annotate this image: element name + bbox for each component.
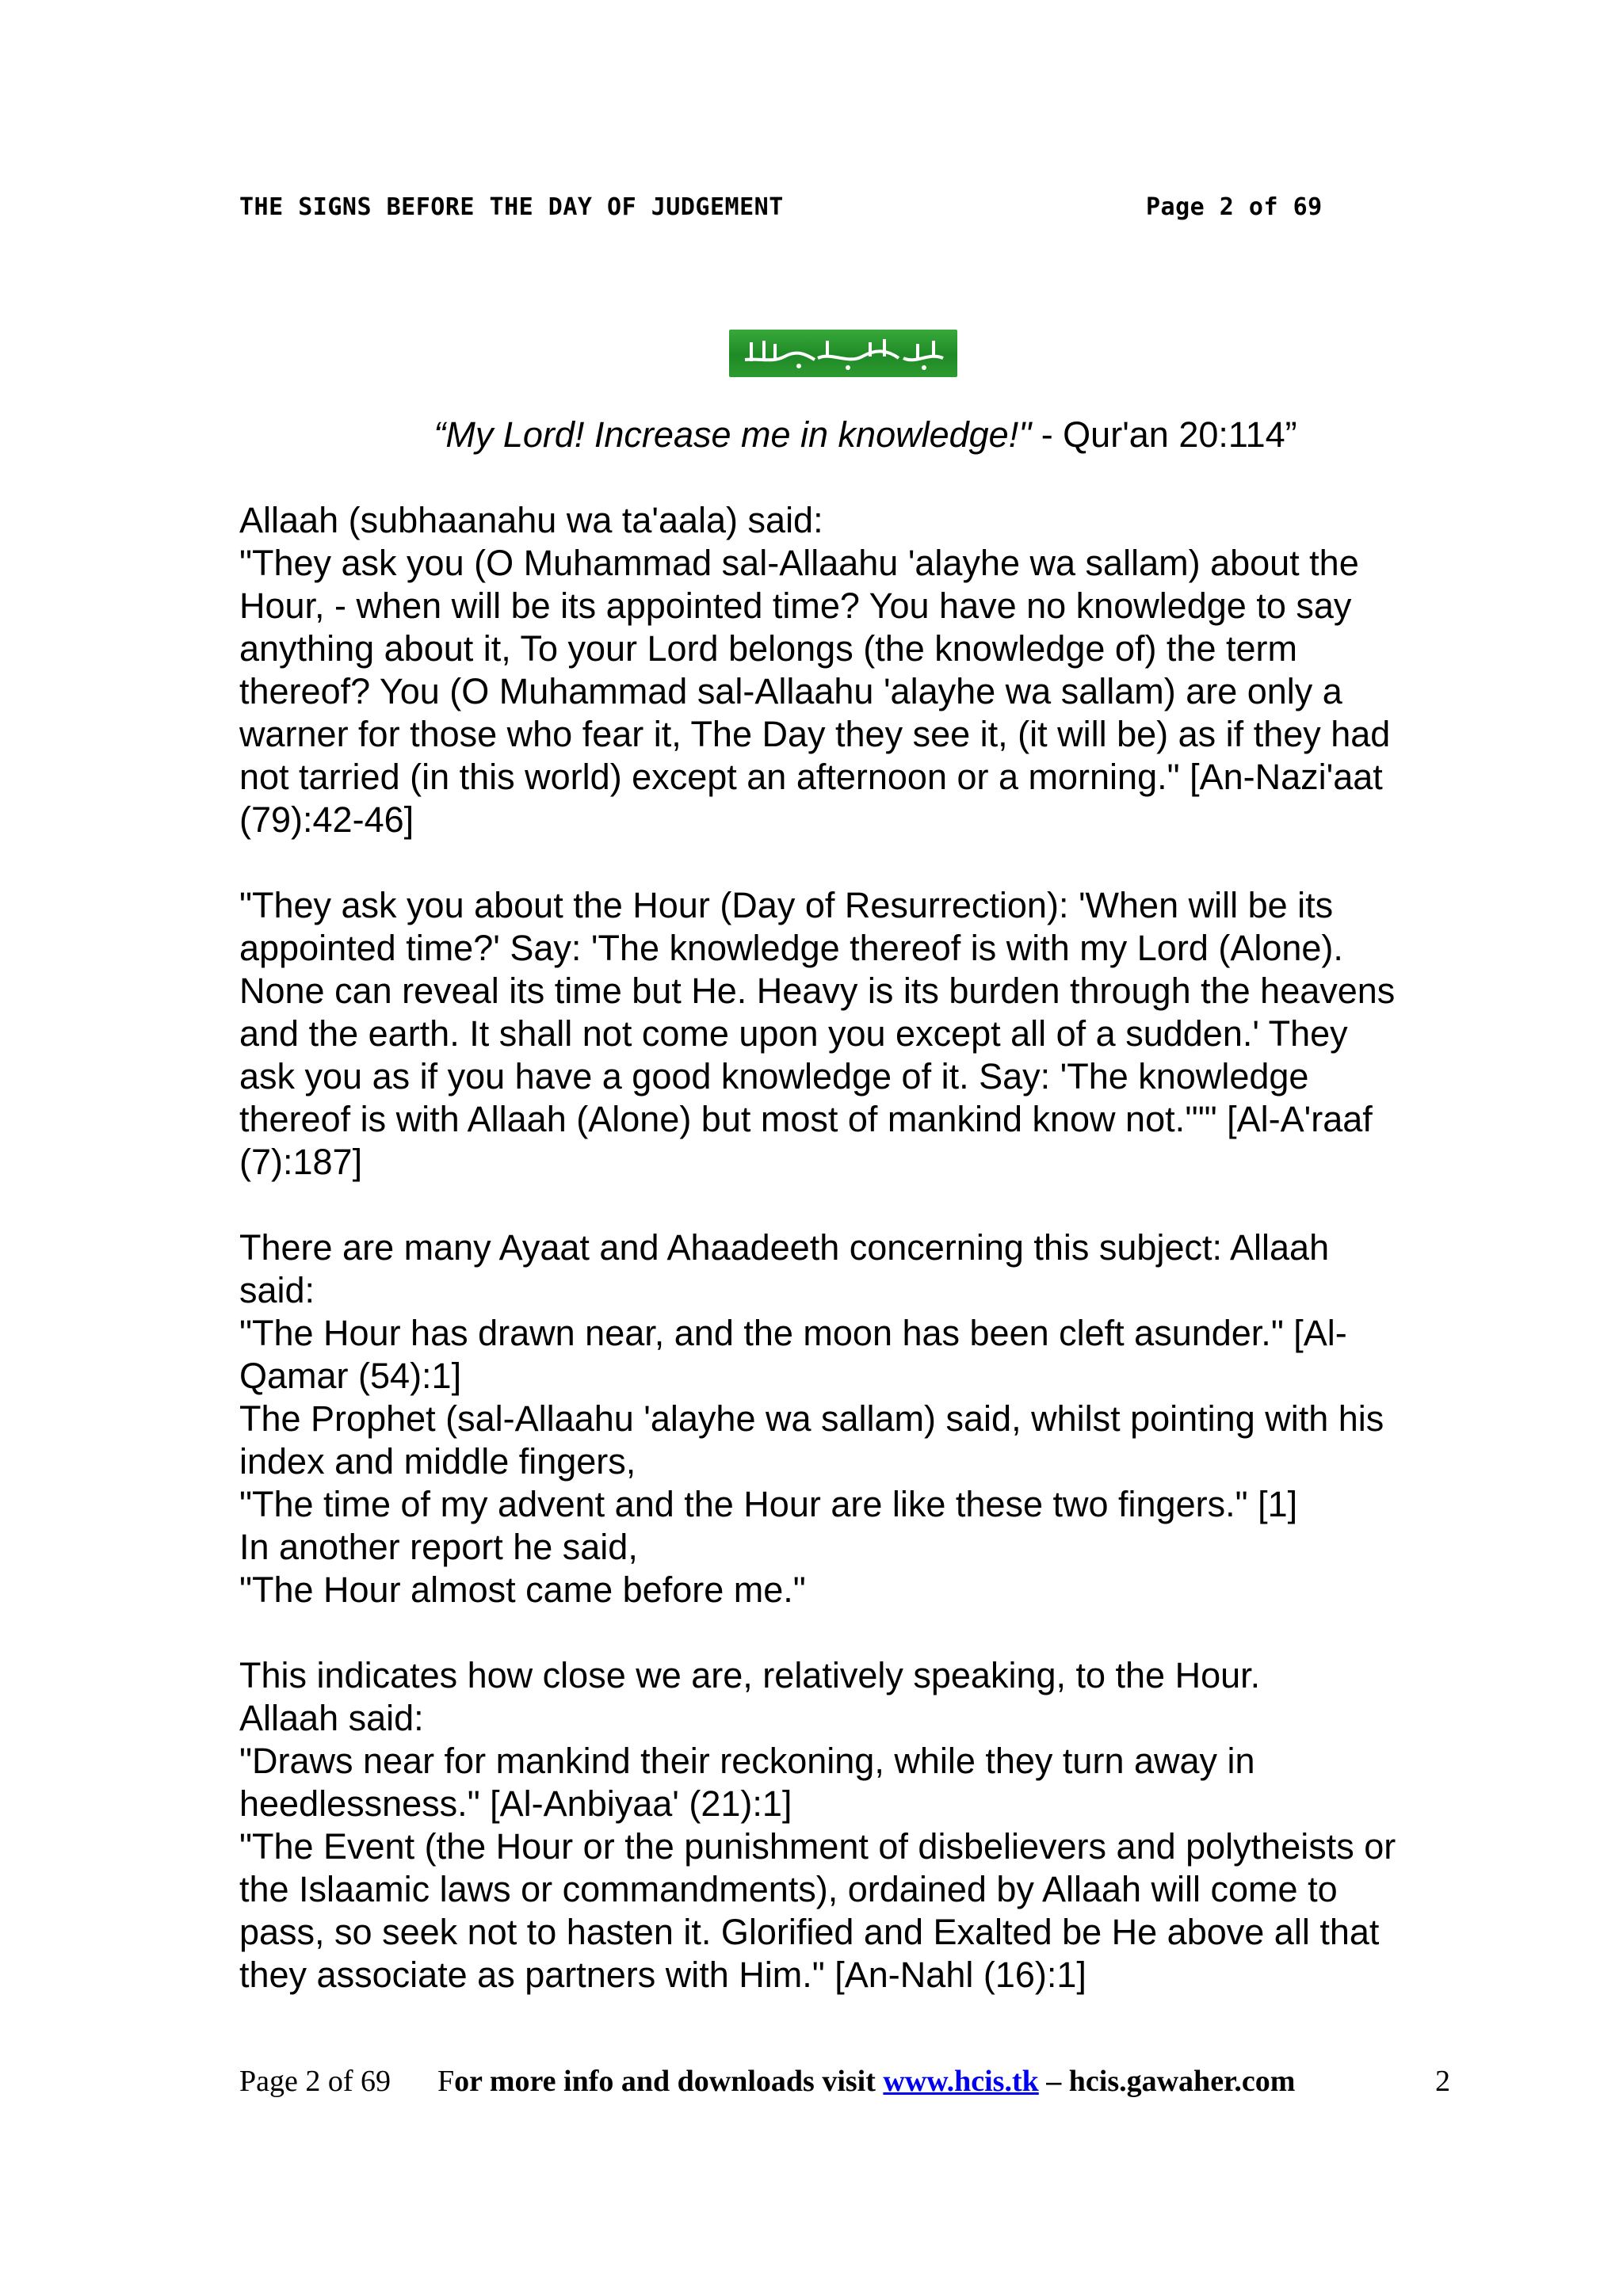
footer-site-text: – hcis.gawaher.com	[1038, 2065, 1296, 2098]
quote-reference: - Qur'an 20:114”	[1031, 414, 1297, 455]
text-line: Qamar (54):1]	[239, 1356, 462, 1396]
paragraph	[239, 884, 1460, 1184]
quote-text: “My Lord! Increase me in knowledge!"	[433, 414, 1032, 455]
text-line: Hour, - when will be its appointed time? You have no knowledge to say	[239, 585, 1352, 626]
text-line: anything about it, To your Lord belongs (the knowledge of) the term	[239, 628, 1297, 669]
footer-page-number: 2	[1435, 2065, 1450, 2098]
text-line: thereof is with Allaah (Alone) but most of mankind know not.'"" [Al-A'raaf	[239, 1099, 1373, 1139]
text-line: (7):187]	[239, 1142, 363, 1182]
text-line: they associate as partners with Him." [An-Nahl (16):1]	[239, 1955, 1086, 1995]
text-line: In another report he said,	[239, 1527, 638, 1567]
text-line: pass, so seek not to hasten it. Glorified and Exalted be He above all that	[239, 1912, 1380, 1952]
text-line: "Draws near for mankind their reckoning, while they turn away in	[239, 1741, 1255, 1781]
footer-page-label: Page 2 of 69	[239, 2065, 391, 2098]
footer-info	[437, 2064, 1295, 2099]
header-title: THE SIGNS BEFORE THE DAY OF JUDGEMENT	[239, 193, 784, 221]
text-line: "The Event (the Hour or the punishment of disbelievers and polytheists or	[239, 1826, 1396, 1867]
main-content	[239, 414, 1460, 2039]
paragraph	[239, 499, 1460, 841]
text-line: Allaah said:	[239, 1698, 424, 1738]
text-line: "The Hour has drawn near, and the moon has been cleft asunder." [Al-	[239, 1313, 1347, 1353]
footer-info-text: or more info and downloads visit	[454, 2065, 884, 2098]
text-line: said:	[239, 1270, 315, 1310]
text-line: Allaah (subhaanahu wa ta'aala) said:	[239, 500, 823, 540]
text-line: ask you as if you have a good knowledge of it. Say: 'The knowledge	[239, 1056, 1309, 1097]
header-page-number: Page 2 of 69	[1146, 193, 1323, 221]
paragraph	[239, 1226, 1460, 1611]
text-line: the Islaamic laws or commandments), ordained by Allaah will come to	[239, 1869, 1338, 1909]
text-line: not tarried (in this world) except an afternoon or a morning." [An-Nazi'aat	[239, 757, 1383, 797]
text-line: This indicates how close we are, relatively speaking, to the Hour.	[239, 1655, 1261, 1695]
paragraph	[239, 1654, 1460, 1997]
bismillah-calligraphy-icon	[729, 330, 957, 377]
text-line: warner for those who fear it, The Day they see it, (it will be) as if they had	[239, 714, 1391, 754]
text-line: "They ask you (O Muhammad sal-Allaahu 'alayhe wa sallam) about the	[239, 543, 1359, 583]
opening-quote	[239, 414, 1460, 456]
text-line: appointed time?' Say: 'The knowledge thereof is with my Lord (Alone).	[239, 928, 1343, 968]
text-line: thereof? You (O Muhammad sal-Allaahu 'alayhe wa sallam) are only a	[239, 671, 1342, 711]
text-line: heedlessness." [Al-Anbiyaa' (21):1]	[239, 1783, 792, 1824]
text-line: There are many Ayaat and Ahaadeeth concerning this subject: Allaah	[239, 1227, 1330, 1268]
text-line: "The Hour almost came before me."	[239, 1569, 806, 1610]
text-line: None can reveal its time but He. Heavy is its burden through the heavens	[239, 971, 1396, 1011]
text-line: "The time of my advent and the Hour are like these two fingers." [1]	[239, 1484, 1298, 1524]
footer-first-letter: F	[437, 2065, 455, 2098]
text-line: (79):42-46]	[239, 799, 414, 840]
text-line: "They ask you about the Hour (Day of Resurrection): 'When will be its	[239, 885, 1334, 925]
text-line: The Prophet (sal-Allaahu 'alayhe wa sallam) said, whilst pointing with his	[239, 1398, 1384, 1439]
text-line: and the earth. It shall not come upon you except all of a sudden.' They	[239, 1013, 1348, 1054]
text-line: index and middle fingers,	[239, 1441, 636, 1482]
website-link[interactable]: www.hcis.tk	[883, 2065, 1039, 2098]
